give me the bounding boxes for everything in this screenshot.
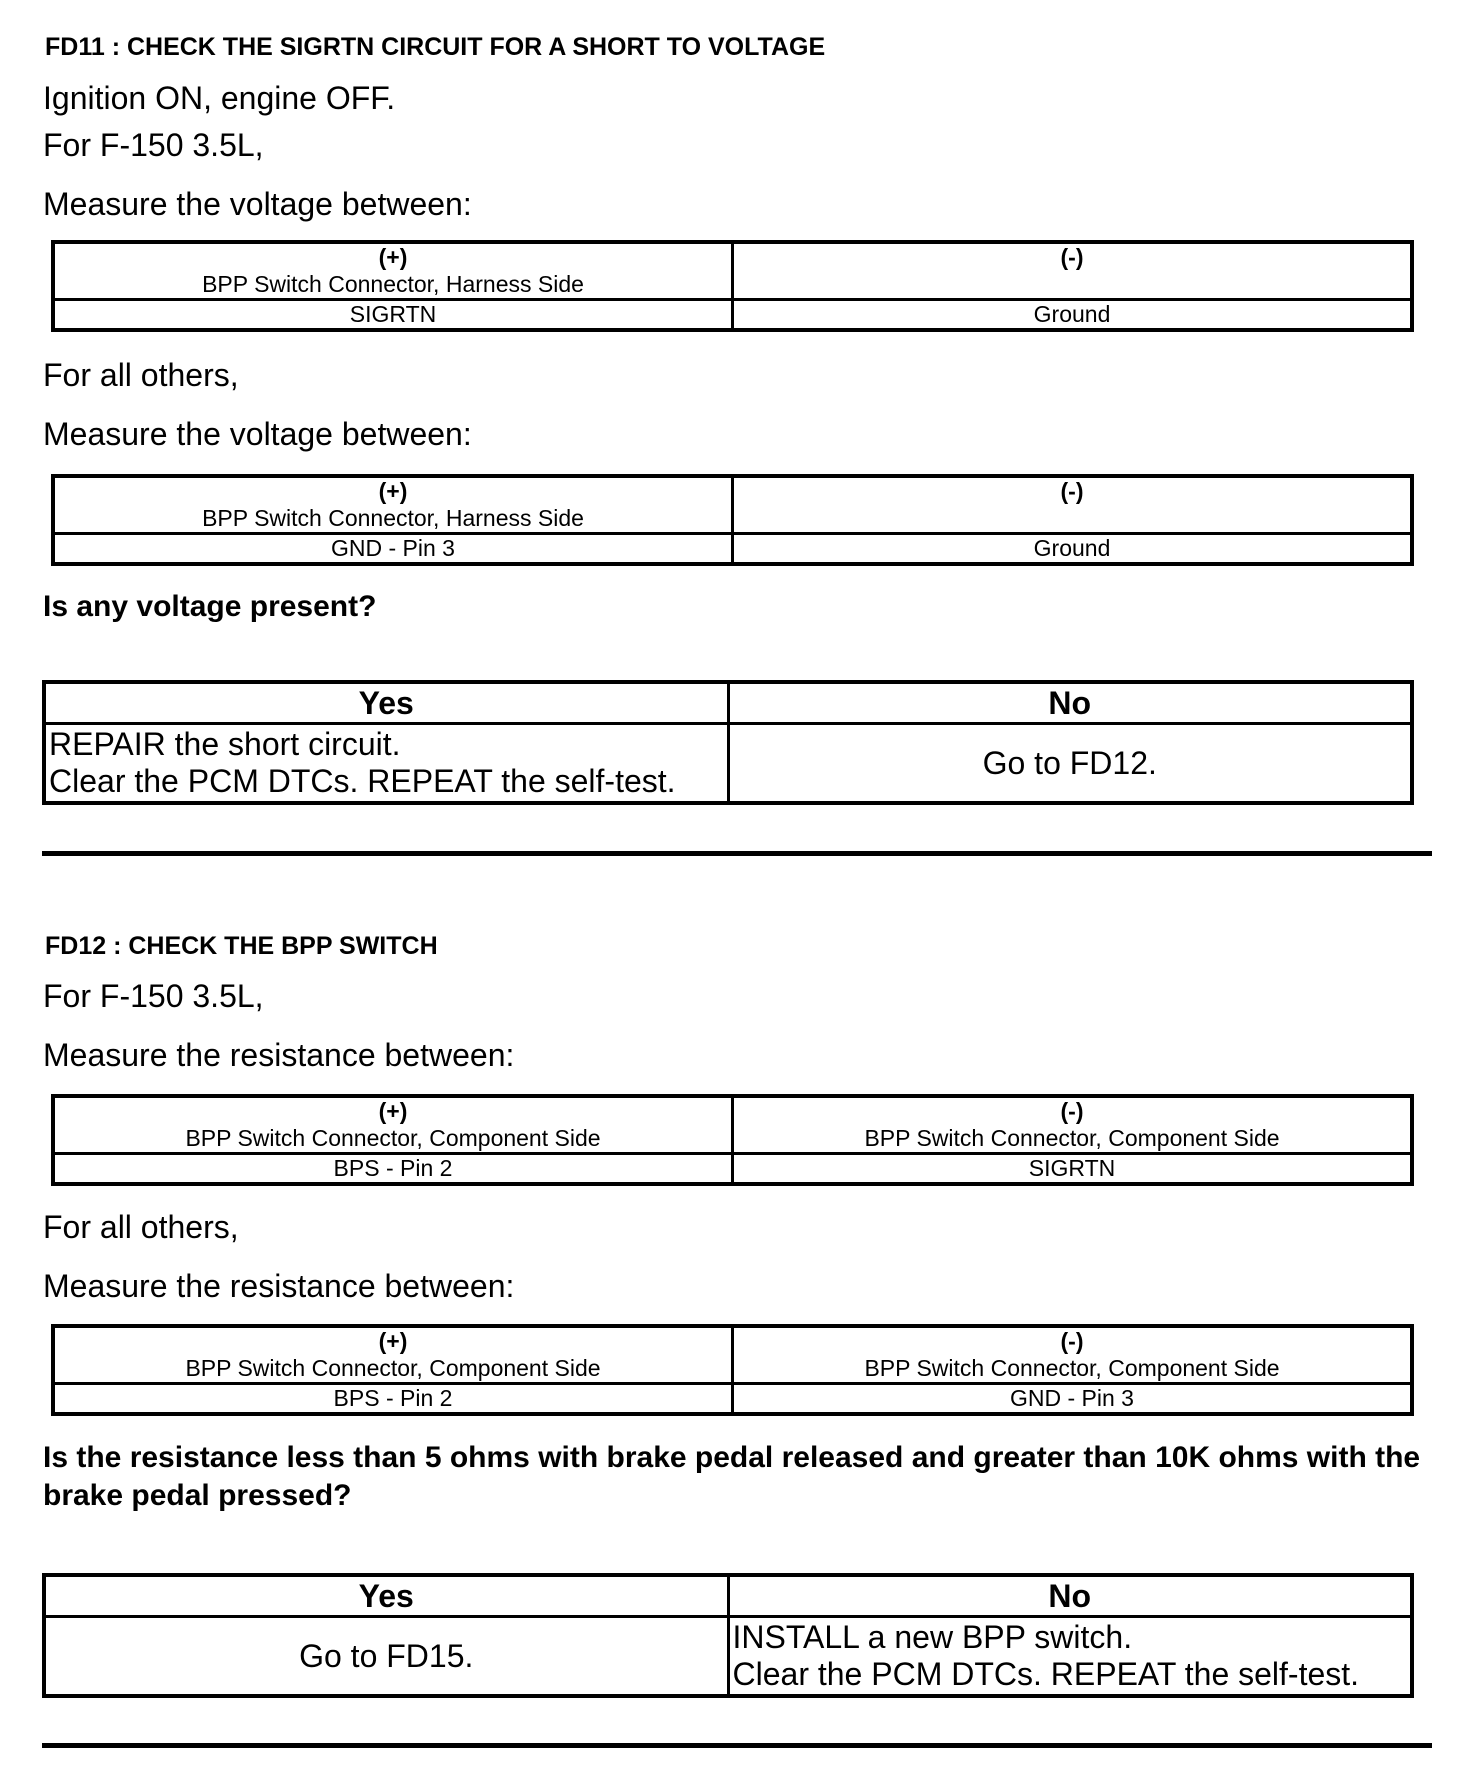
plus-value: SIGRTN — [53, 300, 733, 331]
result-table-fd11 — [42, 680, 1414, 805]
no-action-cell[interactable] — [728, 724, 1412, 804]
plus-value: BPS - Pin 2 — [53, 1384, 733, 1415]
minus-value: GND - Pin 3 — [733, 1384, 1413, 1415]
measurement-table-fd12-others — [51, 1324, 1414, 1416]
no-header: No — [728, 1575, 1412, 1617]
no-action-line: INSTALL a new BPP switch. — [732, 1619, 1133, 1655]
plus-value: BPS - Pin 2 — [53, 1154, 733, 1185]
minus-sign: (-) — [1060, 1328, 1084, 1354]
no-action-line: Clear the PCM DTCs. REPEAT the self-test. — [732, 1656, 1360, 1692]
yes-header: Yes — [44, 1575, 728, 1617]
plus-header-cell — [53, 242, 733, 300]
measurement-table-fd12-f150 — [51, 1094, 1414, 1186]
measurement-table-fd11-others — [51, 474, 1414, 566]
yes-action-cell[interactable] — [44, 1617, 728, 1697]
yes-action-line: REPAIR the short circuit. — [49, 726, 401, 762]
plus-header-cell — [53, 1096, 733, 1154]
minus-header-cell — [733, 1096, 1413, 1154]
yes-header: Yes — [44, 682, 728, 724]
plus-header: BPP Switch Connector, Component Side — [185, 1125, 601, 1151]
yes-action-line: Clear the PCM DTCs. REPEAT the self-test. — [49, 763, 676, 799]
minus-value: Ground — [733, 300, 1413, 331]
section-heading-fd11: FD11 : CHECK THE SIGRTN CIRCUIT FOR A SHORT TO VOLTAGE — [45, 33, 826, 61]
variant-label-others: For all others, — [43, 1209, 239, 1245]
plus-header-cell — [53, 476, 733, 534]
variant-label-others: For all others, — [43, 357, 239, 393]
minus-sign: (-) — [1060, 1098, 1084, 1124]
measure-instruction: Measure the voltage between: — [43, 416, 472, 452]
plus-header: BPP Switch Connector, Component Side — [185, 1355, 601, 1381]
plus-header-cell — [53, 1326, 733, 1384]
intro-text: Ignition ON, engine OFF. — [43, 80, 396, 116]
plus-sign: (+) — [378, 244, 408, 270]
minus-header: BPP Switch Connector, Component Side — [864, 1125, 1280, 1151]
section-heading-fd12: FD12 : CHECK THE BPP SWITCH — [45, 932, 438, 960]
minus-header-cell — [733, 242, 1413, 300]
question-text: Is any voltage present? — [43, 590, 377, 623]
yes-action-cell — [44, 724, 728, 804]
goto-link[interactable]: Go to FD12. — [982, 744, 1157, 781]
plus-sign: (+) — [378, 1098, 408, 1124]
no-action-cell — [728, 1617, 1412, 1697]
no-header: No — [728, 682, 1412, 724]
goto-link[interactable]: Go to FD15. — [299, 1637, 474, 1674]
plus-sign: (+) — [378, 478, 408, 504]
measure-instruction: Measure the resistance between: — [43, 1037, 515, 1073]
variant-label-f150: For F-150 3.5L, — [43, 978, 264, 1014]
plus-sign: (+) — [378, 1328, 408, 1354]
minus-sign: (-) — [1060, 478, 1084, 504]
result-table-fd12 — [42, 1573, 1414, 1698]
measure-instruction: Measure the resistance between: — [43, 1268, 515, 1304]
minus-value: SIGRTN — [733, 1154, 1413, 1185]
plus-header: BPP Switch Connector, Harness Side — [202, 505, 584, 531]
minus-header-cell — [733, 1326, 1413, 1384]
plus-header: BPP Switch Connector, Harness Side — [202, 271, 584, 297]
minus-value: Ground — [733, 534, 1413, 565]
section-divider — [42, 1743, 1432, 1748]
variant-label-f150: For F-150 3.5L, — [43, 127, 264, 163]
section-divider — [42, 851, 1432, 856]
measurement-table-fd11-f150 — [51, 240, 1414, 332]
minus-sign: (-) — [1060, 244, 1084, 270]
minus-header-cell — [733, 476, 1413, 534]
question-text: Is the resistance less than 5 ohms with brake pedal released and greater than 10K ohms with the brake pedal pressed? — [43, 1441, 1421, 1512]
measure-instruction: Measure the voltage between: — [43, 186, 472, 222]
plus-value: GND - Pin 3 — [53, 534, 733, 565]
minus-header: BPP Switch Connector, Component Side — [864, 1355, 1280, 1381]
